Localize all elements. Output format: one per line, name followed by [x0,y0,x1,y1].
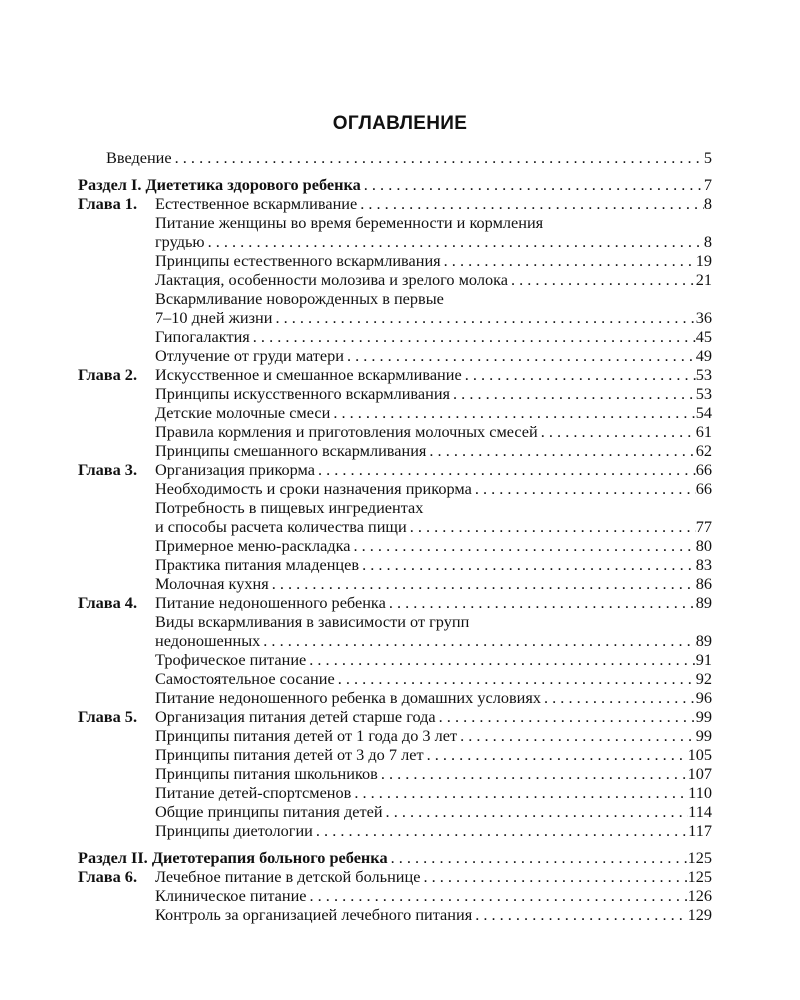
chapter-label: Глава 1. [78,194,138,213]
dot-leader [426,441,695,460]
toc-entry[interactable] [78,688,712,707]
toc-entry[interactable] [78,650,712,669]
toc-page-number: 83 [695,555,712,574]
toc-page-number: 129 [687,905,712,924]
toc-entry-text: Принципы смешанного вскармливания [155,441,427,460]
toc-entry[interactable] [78,308,712,327]
dot-leader [383,802,689,821]
toc-chapter-2[interactable] [78,365,712,384]
chapter-label: Глава 4. [78,593,138,612]
toc-entry[interactable] [78,905,712,924]
chapter-label: Глава 6. [78,867,138,886]
dot-leader [260,631,695,650]
toc-page-number: 89 [695,593,712,612]
toc-entry[interactable] [78,669,712,688]
toc-page-number: 99 [695,726,712,745]
toc-page-number: 66 [695,479,712,498]
dot-leader [269,574,696,593]
toc-page-number: 62 [695,441,712,460]
toc-entry-text: Клиническое питание [155,886,307,905]
dot-leader [361,175,704,194]
toc-entry-text: Введение [106,148,172,167]
toc-page-number: 96 [695,688,712,707]
toc-entry-text: Принципы питания детей от 1 года до 3 лет [155,726,458,745]
dot-leader [386,593,696,612]
toc-page-number: 49 [695,346,712,365]
toc-page-number: 80 [695,536,712,555]
toc-page-number: 126 [687,886,712,905]
dot-leader [407,517,696,536]
toc-entry[interactable] [78,289,712,308]
toc-page-number: 45 [695,327,712,346]
toc-page-number: 125 [687,848,712,867]
toc-section-2[interactable] [78,848,712,867]
toc-page-number: 86 [695,574,712,593]
dot-leader [357,194,704,213]
toc-section-1[interactable] [78,175,712,194]
toc-entry-text: Вскармливание новорожденных в первые [155,289,444,308]
toc-page-number: 36 [695,308,712,327]
toc-entry-text: Лечебное питание в детской больнице [155,867,421,886]
toc-entry-text: Искусственное и смешанное вскармливание [155,365,462,384]
toc-entry[interactable] [78,517,712,536]
toc-page-number: 53 [695,365,712,384]
toc-entry-text: грудью [155,232,205,251]
toc-page-number: 117 [688,821,712,840]
dot-leader [420,867,687,886]
toc-page-number: 19 [695,251,712,270]
dot-leader [307,886,688,905]
dot-leader [172,148,704,167]
chapter-label: Глава 5. [78,707,138,726]
toc-chapter-6[interactable] [78,867,712,886]
toc-entry-text: Лактация, особенности молозива и зрелого молока [155,270,508,289]
toc-entry-text: Питание женщины во время беременности и кормления [155,213,544,232]
toc-entry[interactable] [78,536,712,555]
toc-chapter-4[interactable] [78,593,712,612]
toc-page-number: 7 [703,175,712,194]
dot-leader [472,479,696,498]
dot-leader [462,365,696,384]
toc-entry-text: Отлучение от груди матери [155,346,344,365]
toc-chapter-3[interactable] [78,460,712,479]
toc-entry-text: Потребность в пищевых ингредиентах [155,498,424,517]
dot-leader [388,848,688,867]
dot-leader [313,821,688,840]
toc-entry[interactable] [78,498,712,517]
dot-leader [205,232,704,251]
dot-leader [315,460,696,479]
toc-entry-text: Молочная кухня [155,574,269,593]
toc-entry[interactable] [78,802,712,821]
dot-leader [436,707,696,726]
dot-leader [541,688,696,707]
toc-page-number: 89 [695,631,712,650]
dot-leader [335,669,696,688]
toc-page-number: 54 [695,403,712,422]
toc-entry[interactable] [78,745,712,764]
toc-entry-introduction[interactable] [78,148,712,167]
toc-page-number: 8 [703,194,712,213]
toc-entry-text: недоношенных [155,631,261,650]
toc-page-number: 125 [687,867,712,886]
toc-section-title: Раздел II. Диетотерапия больного ребенка [78,848,388,867]
toc-entry[interactable] [78,384,712,403]
toc-entry-text: Питание недоношенного ребенка в домашних условиях [155,688,542,707]
toc-entry-text: Необходимость и сроки назначения прикорма [155,479,472,498]
toc-section-title: Раздел I. Диететика здорового ребенка [78,175,361,194]
dot-leader [351,536,696,555]
toc-entry[interactable] [78,612,712,631]
toc-entry[interactable] [78,555,712,574]
toc-page-number: 66 [695,460,712,479]
toc-entry-text: Принципы питания детей от 3 до 7 лет [155,745,424,764]
dot-leader [441,251,696,270]
toc-entry-text: Питание недоношенного ребенка [155,593,386,612]
toc-page-number: 77 [695,517,712,536]
toc-page-number: 105 [687,745,712,764]
toc-entry[interactable] [78,764,712,783]
toc-page-number: 53 [695,384,712,403]
toc-entry[interactable] [78,886,712,905]
dot-leader [538,422,696,441]
toc-entry-text: Правила кормления и приготовления молочных смесей [155,422,538,441]
toc-entry-text: Примерное меню-раскладка [155,536,351,555]
toc-entry[interactable] [78,270,712,289]
toc-entry[interactable] [78,403,712,422]
toc-page-number: 91 [695,650,712,669]
page-title: ОГЛАВЛЕНИЕ [332,113,468,134]
toc-entry[interactable] [78,631,712,650]
dot-leader [306,650,695,669]
toc-entry[interactable] [78,574,712,593]
toc-entry-text: Контроль за организацией лечебного питания [155,905,473,924]
toc-entry[interactable] [78,422,712,441]
toc-entry-text: Естественное вскармливание [155,194,358,213]
toc-entry-text: Принципы диетологии [155,821,313,840]
toc-entry-text: Самостоятельное сосание [155,669,335,688]
toc-entry-text: Общие принципы питания детей [155,802,383,821]
toc-entry[interactable] [78,441,712,460]
toc-page-number: 99 [695,707,712,726]
toc-entry-text: Трофическое питание [155,650,307,669]
toc-entry-text: 7–10 дней жизни [155,308,273,327]
dot-leader [359,555,696,574]
chapter-label: Глава 2. [78,365,138,384]
toc-page-number: 8 [703,232,712,251]
toc-entry-text: Детские молочные смеси [155,403,331,422]
toc-page-number: 110 [688,783,712,802]
toc-entry-text: Принципы питания школьников [155,764,378,783]
dot-leader [450,384,696,403]
toc-entry[interactable] [78,213,712,232]
toc-page-number: 92 [695,669,712,688]
toc-page-number: 61 [695,422,712,441]
toc-page-number: 107 [687,764,712,783]
dot-leader [344,346,696,365]
toc-entry-text: Практика питания младенцев [155,555,360,574]
toc-entry[interactable] [78,726,712,745]
toc-entry-text: Принципы искусственного вскармливания [155,384,451,403]
table-of-contents [78,148,712,924]
toc-entry[interactable] [78,327,712,346]
toc-entry-text: Принципы естественного вскармливания [155,251,441,270]
toc-entry[interactable] [78,783,712,802]
dot-leader [457,726,696,745]
toc-entry[interactable] [78,821,712,840]
toc-entry[interactable] [78,346,712,365]
chapter-label: Глава 3. [78,460,138,479]
toc-entry-text: Виды вскармливания в зависимости от групп [155,612,470,631]
dot-leader [472,905,687,924]
dot-leader [272,308,695,327]
dot-leader [250,327,696,346]
dot-leader [351,783,688,802]
toc-entry-text: Организация прикорма [155,460,315,479]
toc-entry-text: и способы расчета количества пищи [155,517,407,536]
toc-chapter-5[interactable] [78,707,712,726]
toc-entry[interactable] [78,232,712,251]
toc-page-number: 21 [695,270,712,289]
toc-page-number: 5 [703,148,712,167]
dot-leader [378,764,688,783]
toc-chapter-1[interactable] [78,194,712,213]
dot-leader [424,745,688,764]
toc-entry-text: Организация питания детей старше года [155,707,436,726]
toc-entry-text: Гипогалактия [155,327,250,346]
toc-page-number: 114 [688,802,712,821]
toc-entry[interactable] [78,251,712,270]
toc-entry[interactable] [78,479,712,498]
dot-leader [508,270,696,289]
toc-entry-text: Питание детей-спортсменов [155,783,352,802]
dot-leader [330,403,695,422]
